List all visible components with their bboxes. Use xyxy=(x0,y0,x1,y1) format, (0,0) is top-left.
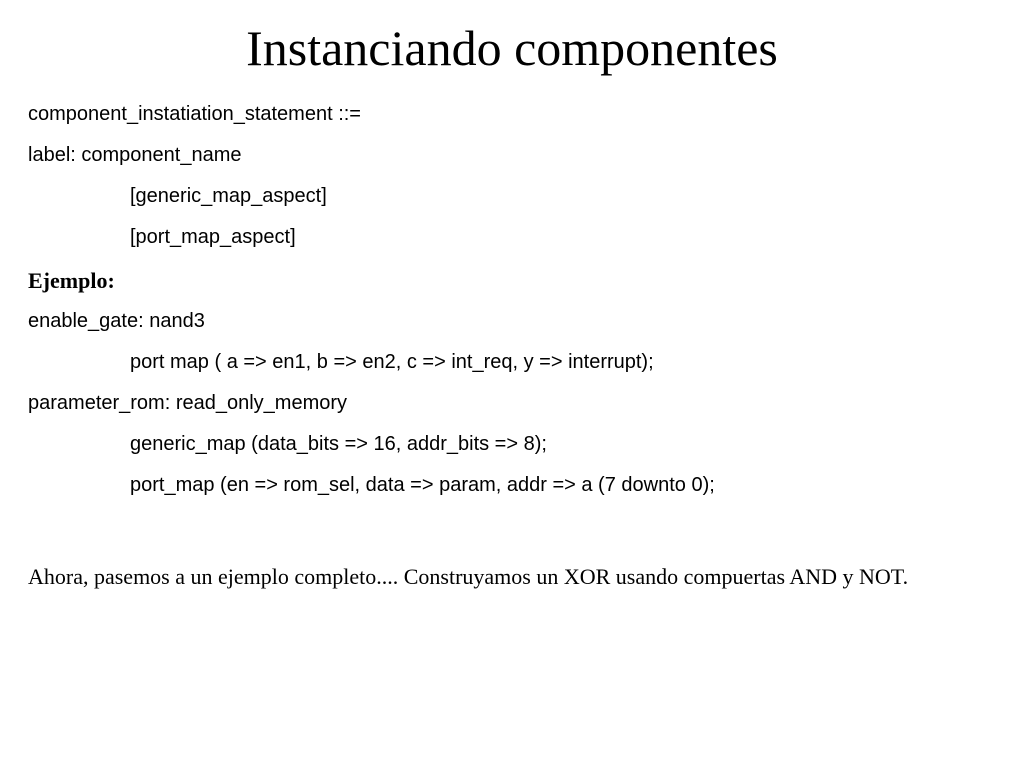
syntax-line-1: component_instatiation_statement ::= xyxy=(28,103,361,125)
example-line-2: port map ( a => en1, b => en2, c => int_req, y => interrupt); xyxy=(130,351,654,373)
example-line-4: generic_map (data_bits => 16, addr_bits => 8); xyxy=(130,433,547,455)
example-line-3: parameter_rom: read_only_memory xyxy=(28,392,348,414)
example-heading: Ejemplo: xyxy=(28,268,115,293)
closing-paragraph: Ahora, pasemos a un ejemplo completo.... Construyamos un XOR usando compuertas AND y NOT. xyxy=(28,564,909,589)
example-line-1: enable_gate: nand3 xyxy=(28,310,205,332)
syntax-line-4: [port_map_aspect] xyxy=(130,226,296,248)
example-line-5: port_map (en => rom_sel, data => param, addr => a (7 downto 0); xyxy=(130,474,715,496)
syntax-line-3: [generic_map_aspect] xyxy=(130,185,327,207)
slide-title: Instanciando componentes xyxy=(246,20,778,76)
syntax-line-2: label: component_name xyxy=(28,144,242,166)
